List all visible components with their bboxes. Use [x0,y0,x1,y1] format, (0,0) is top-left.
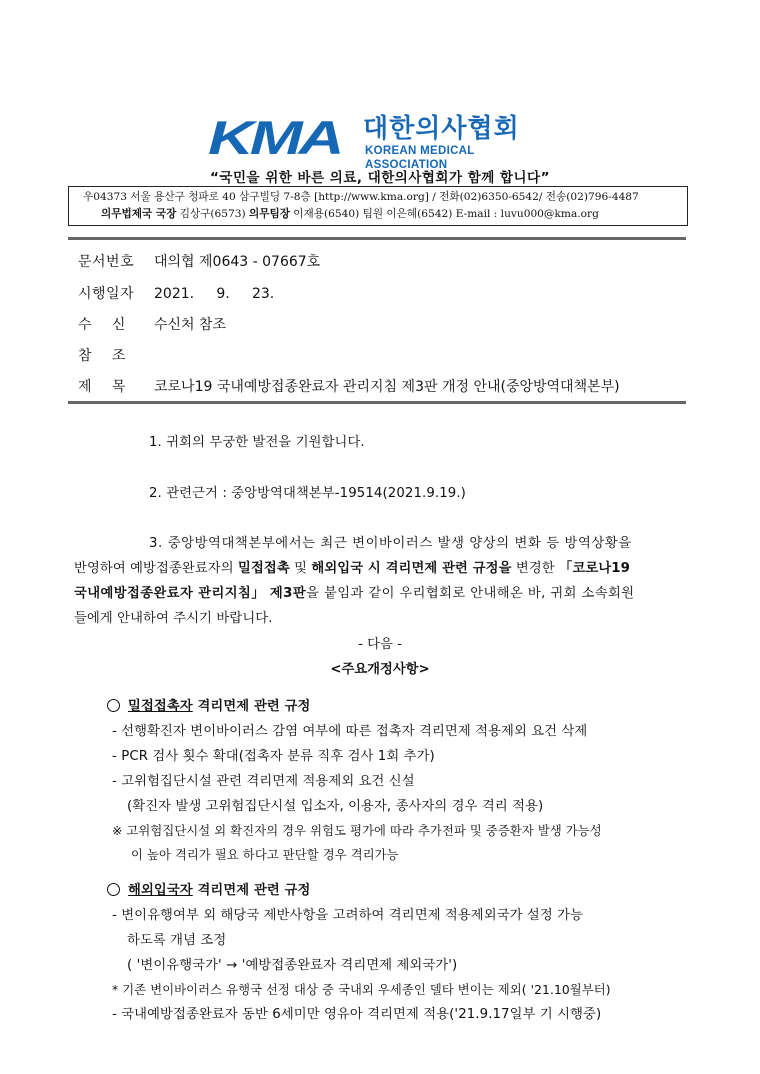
recipient-value: 수신처 참조 [154,317,227,333]
date-label: 시행일자 [78,286,135,302]
section-1-item-3: - 고위험집단시설 관련 격리면제 적용제외 요건 신설 [112,774,415,789]
reference-row [78,345,154,365]
kma-logo-mark: KMA [208,111,341,164]
doc-number-value: 대의협 제0643 - 07667호 [154,254,321,270]
org-name-english: KOREAN MEDICAL ASSOCIATION [365,145,475,171]
p3-bold-close-contact: 밀접접촉 [238,561,290,576]
recipient-row [78,314,226,334]
p3-bold-guideline-start: 「코로나19 [559,561,630,576]
p3-text-a: 반영하여 예방접종완료자의 [74,561,238,576]
meta-divider [68,401,686,404]
org-name-korean: 대한의사협회 [363,114,520,144]
section-1-title-underlined: 밀접접촉자 [128,699,193,714]
circle-bullet-icon [107,699,120,712]
section-1-item-4: (확진자 발생 고위험집단시설 입소자, 이용자, 종사자의 경우 격리 적용) [127,799,544,814]
section-1-item-1: - 선행확진자 변이바이러스 감염 여부에 따른 접촉자 격리면제 적용제외 요건 삭제 [112,724,588,739]
section-2-item-1-line-2: 하도록 개념 조정 [127,933,227,948]
p3-bold-entry: 해외입국 시 격리면제 관련 규정을 [311,561,512,576]
section-1-note-line-2: 이 높아 격리가 필요 하다고 판단할 경우 격리가능 [131,848,399,862]
paragraph-3-line-3 [74,582,635,601]
paragraph-3-line-1: 3. 중앙방역대책본부에서는 최근 변이바이러스 발생 양상의 변화 등 방역상황을 [149,536,632,551]
contact-address-line: 우04373 서울 용산구 청파로 40 삼구빌딩 7-8층 [http://www.kma.org] / 전화(02)6350-6542/ 전송(02)796-4487 [83,191,639,203]
contact-dept-value: 김상구(6573) [176,208,249,220]
paragraph-1: 1. 귀회의 무궁한 발전을 기원합니다. [149,435,365,450]
section-2-title-rest: 격리면제 관련 규정 [192,883,311,898]
section-2-item-1-line-3: ( '변이유행국가' → '예방접종완료자 격리면제 제외국가') [127,958,458,973]
section-2-title [107,879,310,898]
paragraph-3-line-2 [74,557,630,576]
contact-team-label: 의무팀장 [249,208,290,220]
subject-label: 제 목 [78,379,126,395]
contact-dept-label: 의무법제국 국장 [101,208,177,220]
reference-label: 참 조 [78,348,126,364]
header-divider [68,237,686,240]
paragraph-3-line-4: 들에게 안내하여 주시기 바랍니다. [74,611,273,626]
section-heading: <주요개정사항> [330,662,430,677]
slogan: “국민을 위한 바른 의료, 대한의사협회가 함께 합니다” [210,170,550,186]
circle-bullet-icon [107,883,120,896]
section-2-note: * 기존 변이바이러스 유행국 선정 대상 중 국내외 우세종인 델타 변이는 제외( '21.10월부터) [112,983,611,997]
section-1-note-line-1: ※ 고위험집단시설 외 확진자의 경우 위험도 평가에 따라 추가전파 및 중증환자 발생 가능성 [112,824,602,838]
contact-team-value: 이재용(6540) 팀원 이은혜(6542) E-mail : luvu000@kma.org [289,208,599,220]
divider-next: - 다음 - [358,637,402,652]
p3-bold-guideline-end: 국내예방접종완료자 관리지침」 제3판 [74,586,307,601]
section-2-title-underlined: 해외입국자 [128,883,193,898]
date-row [78,283,274,303]
section-1-title [107,695,310,714]
paragraph-2: 2. 관련근거 : 중앙방역대책본부-19514(2021.9.19.) [149,486,466,501]
doc-number-label: 문서번호 [78,254,135,270]
p3-text-rest: 을 붙임과 같이 우리협회로 안내해온 바, 귀회 소속회원 [306,586,635,601]
doc-number-row [78,251,320,271]
kma-logo [208,111,558,171]
p3-text-e: 변경한 [511,561,560,576]
p3-text-c: 및 [289,561,312,576]
recipient-label: 수 신 [78,317,126,333]
contact-staff-line [101,206,599,223]
subject-value: 코로나19 국내예방접종완료자 관리지침 제3판 개정 안내(중앙방역대책본부) [154,379,620,395]
section-1-item-2: - PCR 검사 횟수 확대(접촉자 분류 직후 검사 1회 추가) [112,749,435,764]
section-1-title-rest: 격리면제 관련 규정 [192,699,311,714]
section-2-item-1-line-1: - 변이유행여부 외 해당국 제반사항을 고려하여 격리면제 적용제외국가 설정 가능 [112,908,584,923]
subject-row [78,376,620,396]
contact-box [68,186,688,226]
date-value: 2021. 9. 23. [154,286,275,302]
section-2-item-2: - 국내예방접종완료자 동반 6세미만 영유아 격리면제 적용('21.9.17일부 기 시행중) [112,1007,602,1022]
